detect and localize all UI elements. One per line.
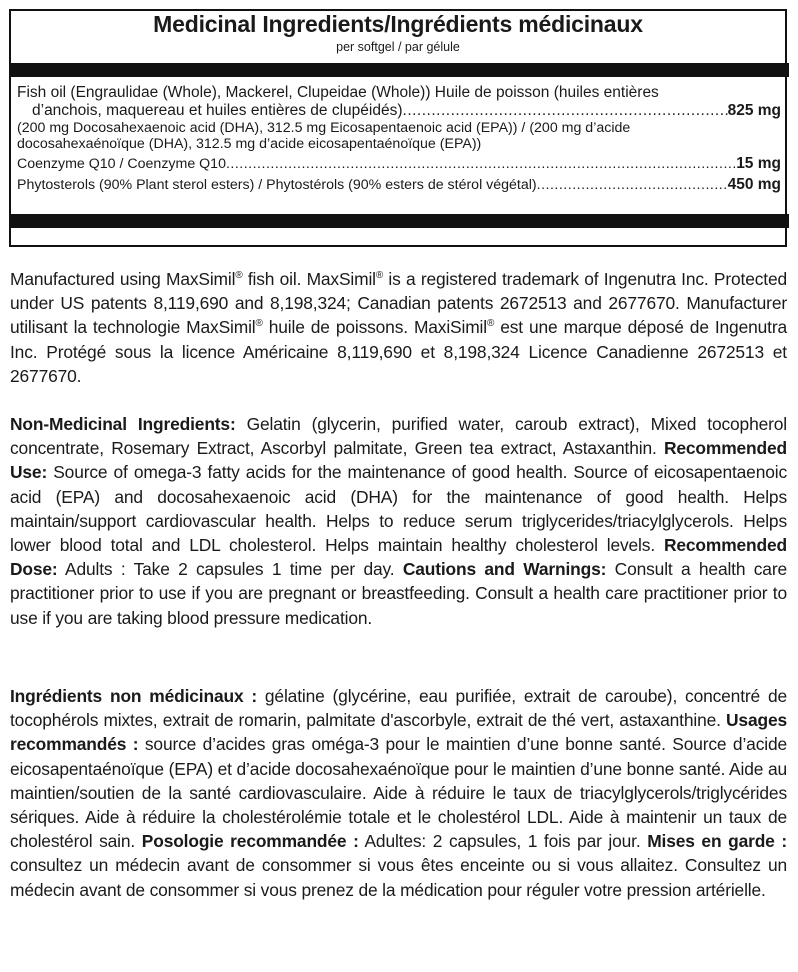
registered-mark: ® — [255, 318, 263, 330]
recommended-dose-label-fr: Posologie recommandée : — [141, 831, 359, 852]
registered-mark: ® — [487, 318, 495, 330]
text: Manufactured using MaxSimil — [10, 269, 236, 289]
recommended-use-label: Recommended Use: — [10, 438, 787, 483]
phyto-label: Phytosterols (90% Plant sterol esters) / Phytostérols (90% esters de stérol végétal) — [17, 177, 537, 193]
dot-leader — [226, 156, 736, 172]
non-medicinal-text-fr: gélatine (glycérine, eau purifiée, extrait de caroube), concentré de tocophérols mixtes, extrait de romarin, palmitate d'ascorbyle, extrait de thé vert, astaxanthine. — [10, 686, 787, 731]
bottom-rule — [9, 214, 789, 228]
phyto-row — [17, 176, 781, 194]
non-medicinal-label-fr: Ingrédients non médicinaux : — [10, 686, 258, 706]
coq10-amount: 15 mg — [736, 155, 781, 172]
fish-oil-detail1: (200 mg Docosahexaenoic acid (DHA), 312.5 mg Eicosapentaenoic acid (EPA)) / (200 mg d’acide — [17, 120, 631, 136]
non-medicinal-label: Non-Medicinal Ingredients: — [10, 414, 236, 434]
text: fish oil. MaxSimil — [242, 269, 376, 289]
cautions-text: Consult a health care practitioner prior to use if you are pregnant or breastfeeding. Consult a health care practitioner prior to use if you are taking blood pressure medication. — [10, 559, 787, 628]
text: est une marque déposé de Ingenutra Inc. Protégé sous la licence Américaine 8,119,690 et 8,198,324 Licence Canadienne 2672513 et 2677670. — [10, 317, 787, 386]
fish-oil-detail2: docosahexaénoïque (DHA), 312.5 mg d’acide eicosapentaénoïque (EPA)) — [17, 136, 482, 152]
ingredient-list — [17, 84, 781, 194]
dot-leader — [403, 102, 728, 120]
fish-oil-line1: Fish oil (Engraulidae (Whole), Mackerel, Clupeidae (Whole)) Huile de poisson (huiles entières — [17, 84, 659, 101]
panel-subtitle: per softgel / par gélule — [336, 40, 460, 54]
non-medicinal-text: Gelatin (glycerin, purified water, caroub extract), Mixed tocopherol concentrate, Rosemary Extract, Ascorbyl palmitate, Green tea extract, Astaxanthin. — [10, 414, 787, 459]
cautions-label-fr: Mises en garde : — [647, 831, 788, 852]
recommended-dose-label: Recommended Dose: — [10, 535, 787, 580]
registered-mark: ® — [375, 270, 384, 282]
text: huile de poissons. MaxiSimil — [262, 317, 487, 338]
french-info-paragraph — [10, 684, 787, 902]
english-info-paragraph — [10, 412, 787, 630]
phyto-amount: 450 mg — [727, 176, 781, 193]
top-rule — [9, 63, 789, 77]
dot-leader — [537, 177, 728, 193]
recommended-use-label-fr: Usages recommandés : — [10, 710, 787, 755]
fish-oil-amount: 825 mg — [727, 102, 781, 119]
recommended-dose-text-fr: Adultes: 2 capsules, 1 fois par jour. — [358, 831, 648, 852]
fish-oil-row — [17, 102, 781, 120]
fish-oil-line2: d’anchois, maquereau et huiles entières de clupéidés) — [32, 102, 403, 119]
cautions-text-fr: consultez un médecin avant de consommer si vous êtes enceinte ou si vous allaitez. Consultez un médecin avant de consommer si vous prenez de la médication pour réguler votre pression artérielle. — [10, 855, 787, 900]
recommended-use-text-fr: source d’acides gras oméga-3 pour le maintien d’une bonne santé. Source d’acide eicosapentaénoïque (EPA) et d’acide docosahexaénoïque pour le maintien d’une bonne santé. Aide au maintien/soutien de la santé cardiovasculaire. Aide à réduire le taux de triacylglycerols/triglycérides sériques. Aide à réduire la cholestérolémie totale et le cholestérol LDL. Aide à maintenir un taux de cholestérol sain. — [10, 734, 787, 852]
cautions-label: Cautions and Warnings: — [402, 559, 607, 580]
manufacture-paragraph — [10, 267, 787, 388]
recommended-use-text: Source of omega-3 fatty acids for the maintenance of good health. Source of eicosapentaenoic acid (EPA) and docosahexaenoic acid (DHA) for the maintenance of good health. Helps maintain/support cardiovascular health. Helps to reduce serum triglycerides/triacylglycerols. Helps lower blood total and LDL cholesterol. Helps maintain healthy cholesterol levels. — [10, 462, 787, 556]
text: is a registered trademark of Ingenutra Inc. Protected under US patents 8,119,690 and 8,198,324; Canadian patents 2672513 and 2677670. Manufacturer utilisant la technologie MaxSimil — [10, 269, 788, 338]
recommended-dose-text: Adults : Take 2 capsules 1 time per day. — [57, 559, 403, 580]
coq10-label: Coenzyme Q10 / Coenzyme Q10 — [17, 156, 226, 172]
panel-title: Medicinal Ingredients/Ingrédients médicinaux — [153, 11, 643, 37]
coq10-row — [17, 155, 781, 173]
registered-mark: ® — [235, 270, 243, 282]
